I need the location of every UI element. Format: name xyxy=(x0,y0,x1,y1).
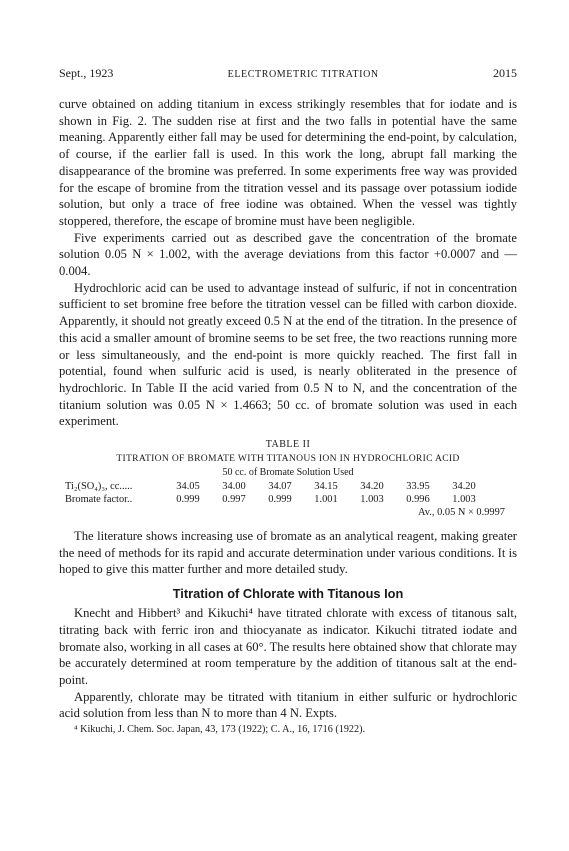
header-date: Sept., 1923 xyxy=(59,66,114,80)
paragraph-2: Five experiments carried out as described gave the concentration of the bromate solution 0.05 N × 1.002, with the average deviations from this factor +0.0007 and —0.004. xyxy=(59,230,517,279)
table-subcaption: 50 cc. of Bromate Solution Used xyxy=(222,467,354,479)
section-paragraph-2: Apparently, chlorate may be titrated with titanium in either sulfuric or hydrochloric acid solution from less than N to more than 4 N. Expts. xyxy=(59,689,517,721)
table-ii xyxy=(59,438,517,520)
row-label: Bromate factor.. xyxy=(65,494,133,506)
page xyxy=(59,66,517,737)
table-cell: 0.996 xyxy=(406,494,430,506)
section-heading: Titration of Chlorate with Titanous Ion xyxy=(172,586,404,602)
paragraph-4: The literature shows increasing use of bromate as an analytical reagent, making greater the need of methods for its rapid and accurate determination under various conditions. It is hoped to give this matter further and more detailed study. xyxy=(59,529,517,577)
paragraph-1: curve obtained on adding titanium in excess strikingly resembles that for iodate and is shown in Fig. 2. The sudden rise at first and the two falls in potential have the same meaning. Apparently either fall may be used for determining the end-point, by calculation, of course, if the earlier fall is used. In this work the long, abrupt fall marking the disappearance of the bromine was preferred. In some experiments free way was provided for the escape of bromine from the titration vessel and its passage over potassium iodide solution, but only a trace of free iodine was obtained. When the vessel was tightly stoppered, therefore, the escape of bromine must have been negligible. xyxy=(59,97,517,228)
paragraph-3: Hydrochloric acid can be used to advantage instead of sulfuric, if not in concentration sufficient to set bromine free before the titration vessel can be filled with carbon dioxide. Apparently, it should not greatly exceed 0.5 N at the end of the titration. In the presence of this acid a smaller amount of bromine seems to be set free, the two reactions running more or less simultaneously, and the end-point is more quickly reached. The first fall in potential, found when sulfuric acid is used, is nearly obliterated in the presence of hydrochloric. In Table II the acid varied from 0.5 N to N, and the concentration of the titanium solution was 0.05 N × 1.4663; 50 cc. of bromate solution was used in each experiment. xyxy=(59,280,517,429)
table-row xyxy=(65,480,487,493)
page-number: 2015 xyxy=(492,66,517,80)
table-cell: 0.999 xyxy=(268,494,292,506)
table-average: Av., 0.05 N × 0.9997 xyxy=(418,507,505,519)
header-title: ELECTROMETRIC TITRATION xyxy=(227,69,379,80)
data-table xyxy=(65,480,487,506)
table-cell: 34.20 xyxy=(452,481,476,493)
table-cell: 34.05 xyxy=(176,481,200,493)
table-cell: 34.00 xyxy=(222,481,246,493)
table-cell: 34.20 xyxy=(360,481,384,493)
table-cell: 1.001 xyxy=(314,494,338,506)
table-cell: 34.15 xyxy=(314,481,338,493)
table-cell: 34.07 xyxy=(268,481,292,493)
section-paragraph-1: Knecht and Hibbert³ and Kikuchi⁴ have titrated chlorate with excess of titanous salt, titrating back with ferric iron and thiocyanate as indicator. Kikuchi titrated iodate and bromate also, working in all cases at 60°. The results here obtained show that chlorate may be accurately determined at room temperature by the addition of titanous salt at the end-point. xyxy=(59,606,517,687)
table-cell: 1.003 xyxy=(452,494,476,506)
row-label: Ti₂(SO₄)₃, cc..... xyxy=(65,481,133,493)
table-cell: 1.003 xyxy=(360,494,384,506)
table-cell: 0.999 xyxy=(176,494,200,506)
table-label: TABLE II xyxy=(265,439,311,451)
table-row xyxy=(65,493,487,506)
table-cell: 0.997 xyxy=(222,494,246,506)
footnote: ⁴ Kikuchi, J. Chem. Soc. Japan, 43, 173 (1922); C. A., 16, 1716 (1922). xyxy=(74,724,366,736)
running-header xyxy=(59,66,517,84)
table-caption: TITRATION OF BROMATE WITH TITANOUS ION IN HYDROCHLORIC ACID xyxy=(116,453,460,465)
table-cell: 33.95 xyxy=(406,481,430,493)
